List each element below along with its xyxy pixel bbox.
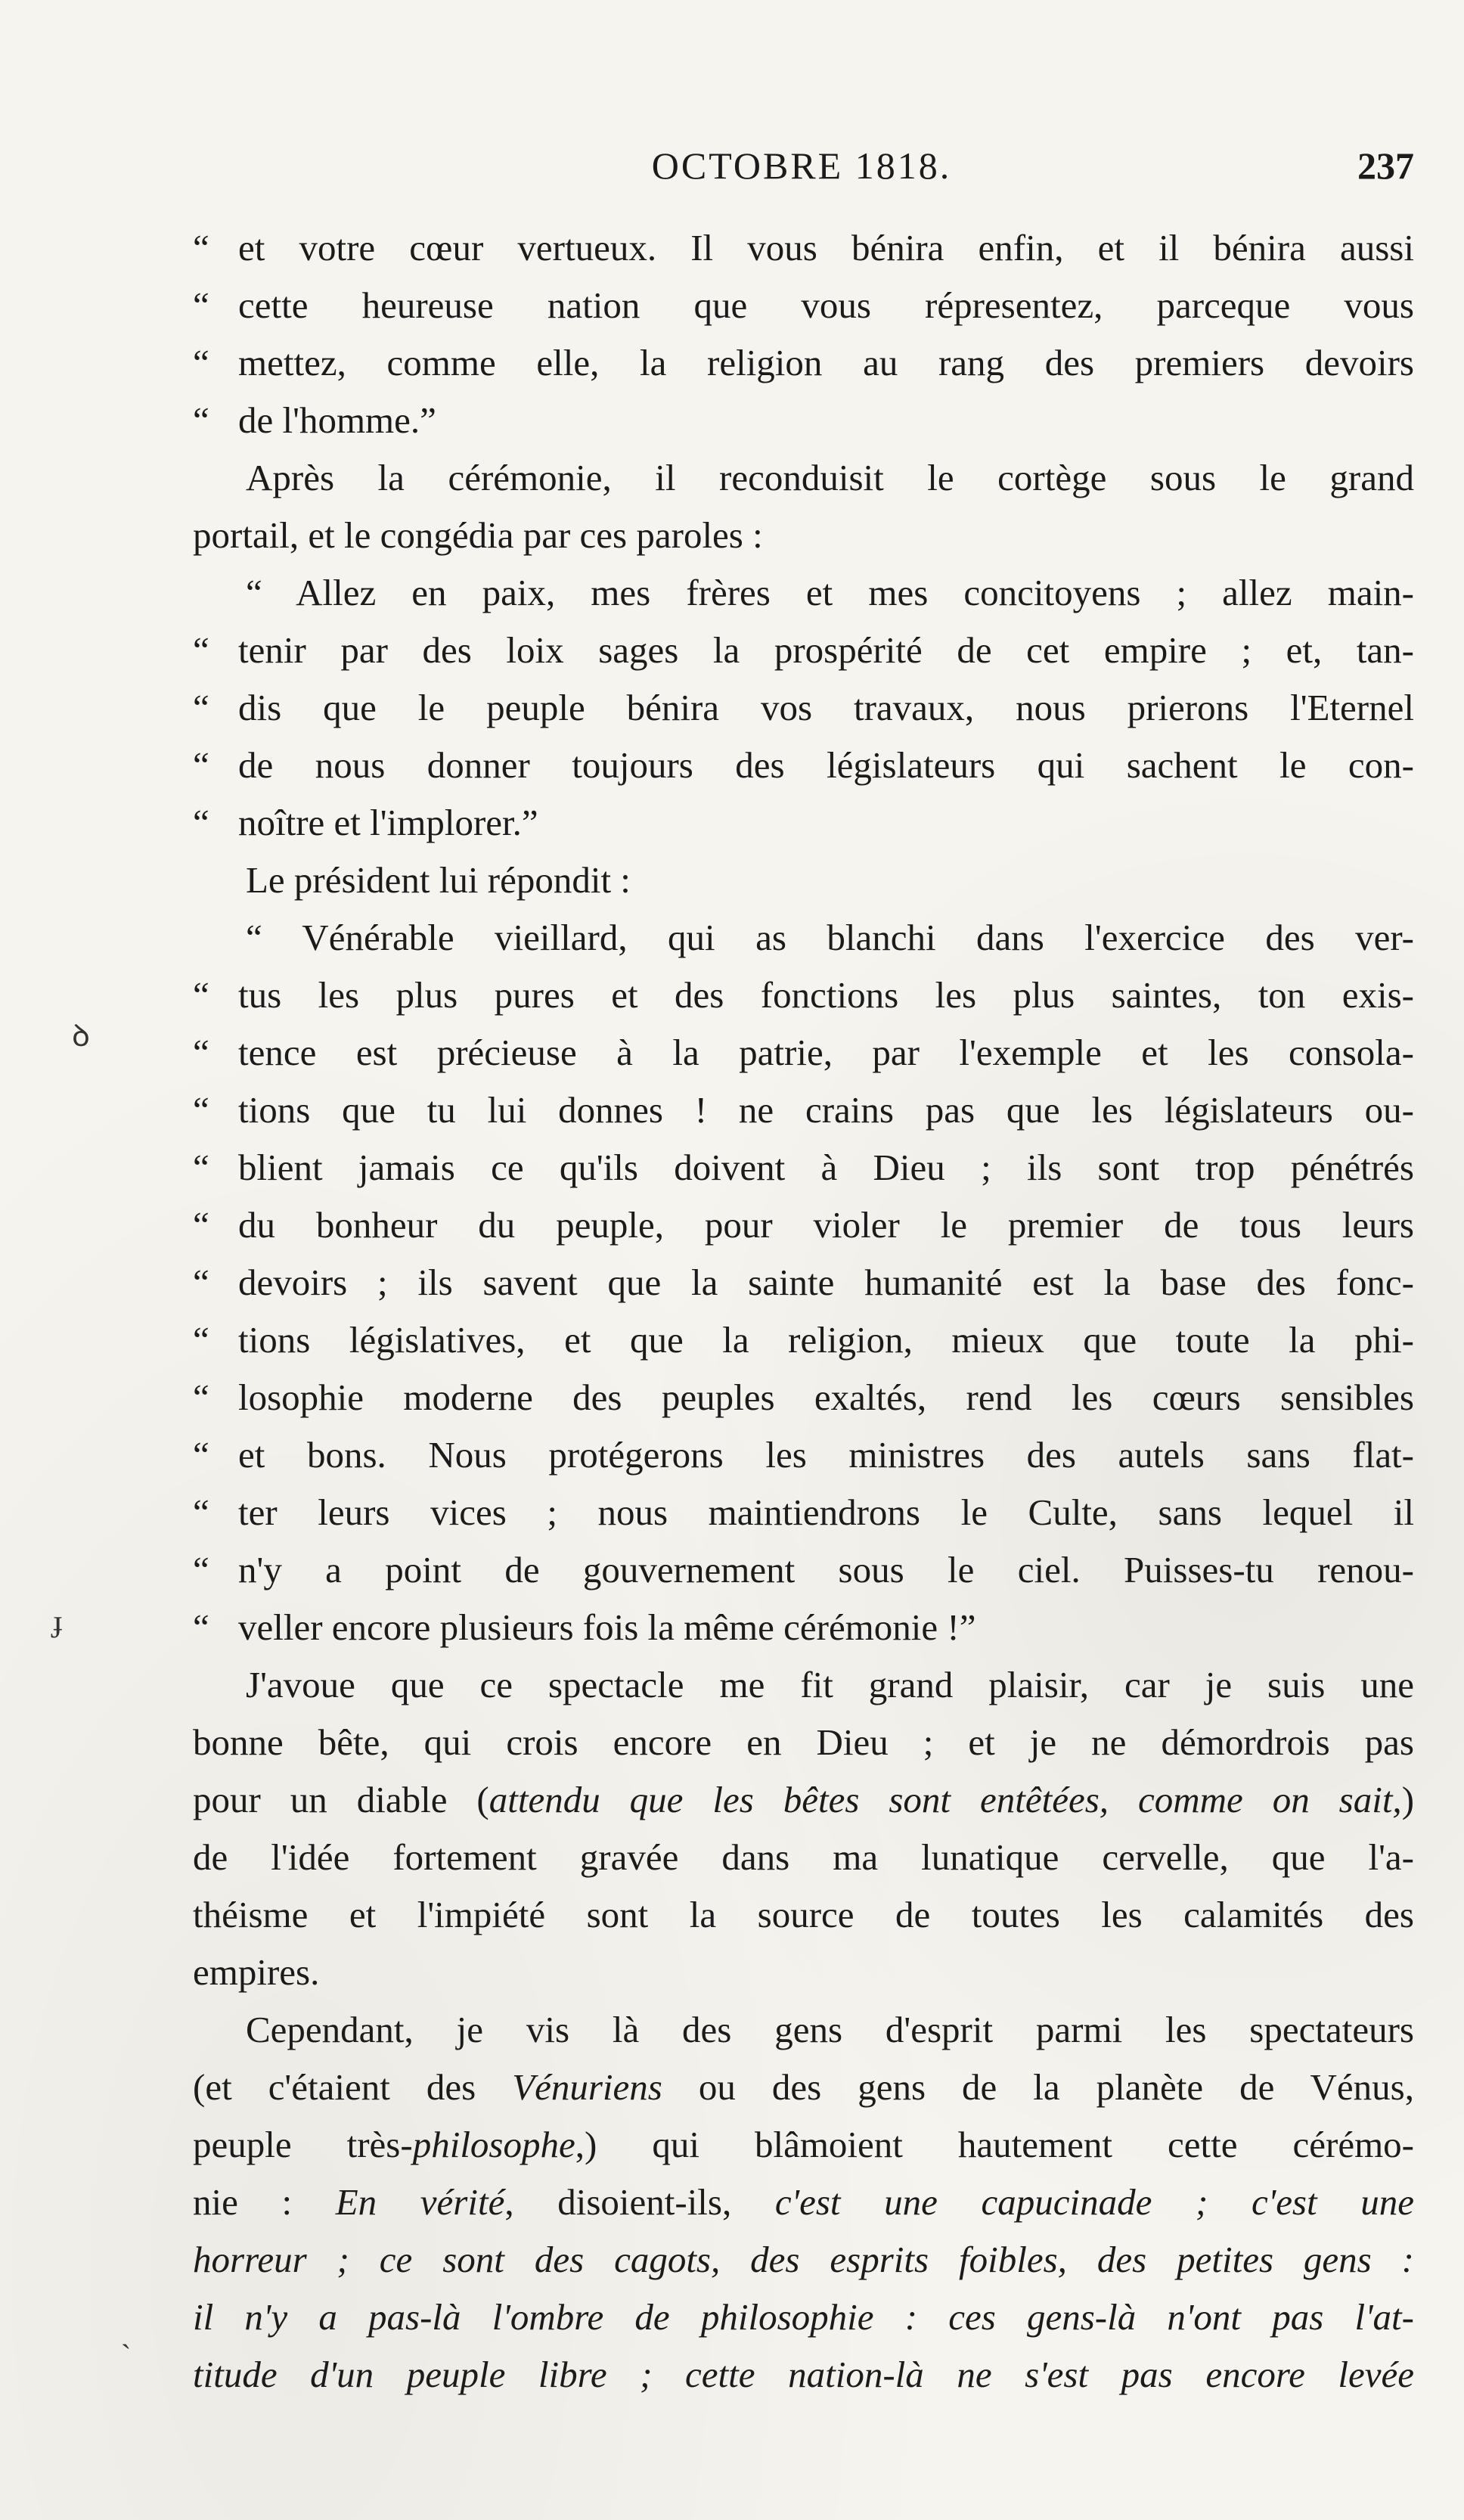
quote-mark: “ [193, 1147, 209, 1188]
quote-mark: “ [193, 1319, 209, 1361]
text-line [193, 2174, 1414, 2231]
line-text: n'y a point de gouvernement sous le ciel. Puisses-tu renou- [238, 1549, 1414, 1591]
text-line [193, 2001, 1414, 2059]
line-text: nie : [193, 2181, 336, 2223]
quote-mark: “ [193, 687, 209, 728]
margin-ink-mark: ˎ [121, 2315, 132, 2349]
text-line [193, 1484, 1414, 1541]
quote-mark: “ [193, 399, 209, 441]
text-line [193, 334, 1414, 392]
line-text: et bons. Nous protégerons les ministres des autels sans flat- [238, 1434, 1414, 1476]
text-line [193, 1944, 1414, 2001]
line-text: de l'homme.” [238, 399, 436, 441]
text-line [193, 1139, 1414, 1196]
line-text: ) [1401, 1779, 1414, 1820]
line-text: noître et l'implorer.” [238, 802, 538, 843]
line-text: dis que le peuple bénira vos travaux, nous prierons l'Eternel [238, 687, 1414, 728]
text-line [193, 1369, 1414, 1426]
text-line [193, 1656, 1414, 1714]
text-line [193, 622, 1414, 679]
line-text: tions que tu lui donnes ! ne crains pas que les législateurs ou- [238, 1089, 1414, 1131]
margin-ink-mark: ɟ [53, 1604, 64, 1638]
text-line [193, 507, 1414, 564]
quote-mark: “ [193, 974, 209, 1016]
italic-text: c'est une capucinade ; c'est une [774, 2181, 1414, 2223]
line-text: tus les plus pures et des fonctions les plus saintes, ton exis- [238, 974, 1414, 1016]
quote-mark: “ [193, 1089, 209, 1131]
line-text: peuple très- [193, 2124, 413, 2165]
line-text: de nous donner toujours des législateurs qui sachent le con- [238, 744, 1414, 786]
text-line [193, 794, 1414, 852]
text-line [193, 1196, 1414, 1254]
text-line [193, 2346, 1414, 2404]
text-line [193, 1254, 1414, 1311]
line-text: tenir par des loix sages la prospérité de cet empire ; et, tan- [238, 629, 1414, 671]
text-line [193, 1311, 1414, 1369]
italic-text: Vénuriens [512, 2066, 662, 2108]
line-text: (et c'étaient des [193, 2066, 513, 2108]
text-line [193, 1829, 1414, 1886]
line-text: bonne bête, qui crois encore en Dieu ; et je ne démordrois pas [193, 1721, 1414, 1763]
margin-ink-mark: ꝺ [72, 1019, 90, 1053]
italic-text: horreur ; ce sont des cagots, des esprits foibles, des petites gens : [193, 2239, 1414, 2280]
body-text [193, 219, 1414, 2404]
text-line [193, 967, 1414, 1024]
text-line [193, 2289, 1414, 2346]
page-number: 237 [1357, 144, 1414, 187]
text-line [193, 1541, 1414, 1599]
italic-text: philosophe [412, 2124, 575, 2165]
quote-mark: “ [193, 1376, 209, 1418]
text-line [193, 1024, 1414, 1082]
text-line [193, 392, 1414, 449]
quote-mark: “ [193, 342, 209, 383]
line-text: losophie moderne des peuples exaltés, rend les cœurs sensibles [238, 1376, 1414, 1418]
text-line [193, 1714, 1414, 1771]
quote-mark: “ [193, 284, 209, 326]
text-line [193, 679, 1414, 737]
line-text: cette heureuse nation que vous répresentez, parceque vous [238, 284, 1414, 326]
text-line [193, 2059, 1414, 2116]
italic-text: titude d'un peuple libre ; cette nation-là ne s'est pas encore levée [193, 2354, 1414, 2395]
line-text: Le président lui répondit : [246, 859, 631, 901]
line-text: du bonheur du peuple, pour violer le premier de tous leurs [238, 1204, 1414, 1246]
text-line [193, 277, 1414, 334]
text-line [193, 449, 1414, 507]
quote-mark: “ [193, 1434, 209, 1476]
quote-mark: “ [193, 1032, 209, 1073]
text-line [193, 909, 1414, 967]
italic-text: attendu que les bêtes sont entêtées, comme on sait, [489, 1779, 1402, 1820]
line-text: veller encore plusieurs fois la même cérémonie !” [238, 1606, 976, 1648]
line-text: théisme et l'impiété sont la source de toutes les calamités des [193, 1894, 1414, 1935]
text-line [193, 1426, 1414, 1484]
line-text: , disoient-ils, [504, 2181, 775, 2223]
quote-mark: “ [193, 1606, 209, 1648]
line-text: mettez, comme elle, la religion au rang des premiers devoirs [238, 342, 1414, 383]
line-text: tence est précieuse à la patrie, par l'exemple et les consola- [238, 1032, 1414, 1073]
line-text: pour un diable ( [193, 1779, 489, 1820]
text-line [193, 737, 1414, 794]
quote-mark: “ [193, 1204, 209, 1246]
text-line [193, 1599, 1414, 1656]
quote-mark: “ [193, 227, 209, 268]
line-text: blient jamais ce qu'ils doivent à Dieu ; ils sont trop pénétrés [238, 1147, 1414, 1188]
text-line [193, 1082, 1414, 1139]
quote-mark: “ [193, 1262, 209, 1303]
line-text: ou des gens de la planète de Vénus, [662, 2066, 1414, 2108]
line-text: “ Allez en paix, mes frères et mes concitoyens ; allez main- [246, 572, 1414, 613]
quote-mark: “ [193, 744, 209, 786]
quote-mark: “ [193, 1549, 209, 1591]
line-text: devoirs ; ils savent que la sainte humanité est la base des fonc- [238, 1262, 1414, 1303]
line-text: Cependant, je vis là des gens d'esprit parmi les spectateurs [246, 2009, 1414, 2050]
line-text: ,) qui blâmoient hautement cette cérémo- [575, 2124, 1414, 2165]
text-line [193, 2231, 1414, 2289]
text-line [193, 219, 1414, 277]
text-line [193, 564, 1414, 622]
line-text: et votre cœur vertueux. Il vous bénira enfin, et il bénira aussi [238, 227, 1414, 268]
page-header [189, 144, 1414, 197]
running-title: OCTOBRE 1818. [651, 144, 952, 187]
text-line [193, 852, 1414, 909]
line-text: “ Vénérable vieillard, qui as blanchi dans l'exercice des ver- [246, 917, 1414, 958]
italic-text: il n'y a pas-là l'ombre de philosophie : ces gens-là n'ont pas l'at- [193, 2296, 1414, 2338]
line-text: tions législatives, et que la religion, mieux que toute la phi- [238, 1319, 1414, 1361]
line-text: Après la cérémonie, il reconduisit le cortège sous le grand [246, 457, 1414, 498]
line-text: J'avoue que ce spectacle me fit grand plaisir, car je suis une [246, 1664, 1414, 1705]
quote-mark: “ [193, 1491, 209, 1533]
italic-text: En vérité [335, 2181, 505, 2223]
line-text: portail, et le congédia par ces paroles : [193, 514, 763, 556]
quote-mark: “ [193, 629, 209, 671]
text-line [193, 1886, 1414, 1944]
text-line [193, 2116, 1414, 2174]
quote-mark: “ [193, 802, 209, 843]
line-text: de l'idée fortement gravée dans ma lunatique cervelle, que l'a- [193, 1836, 1414, 1878]
text-line [193, 1771, 1414, 1829]
line-text: empires. [193, 1951, 320, 1993]
line-text: ter leurs vices ; nous maintiendrons le Culte, sans lequel il [238, 1491, 1414, 1533]
